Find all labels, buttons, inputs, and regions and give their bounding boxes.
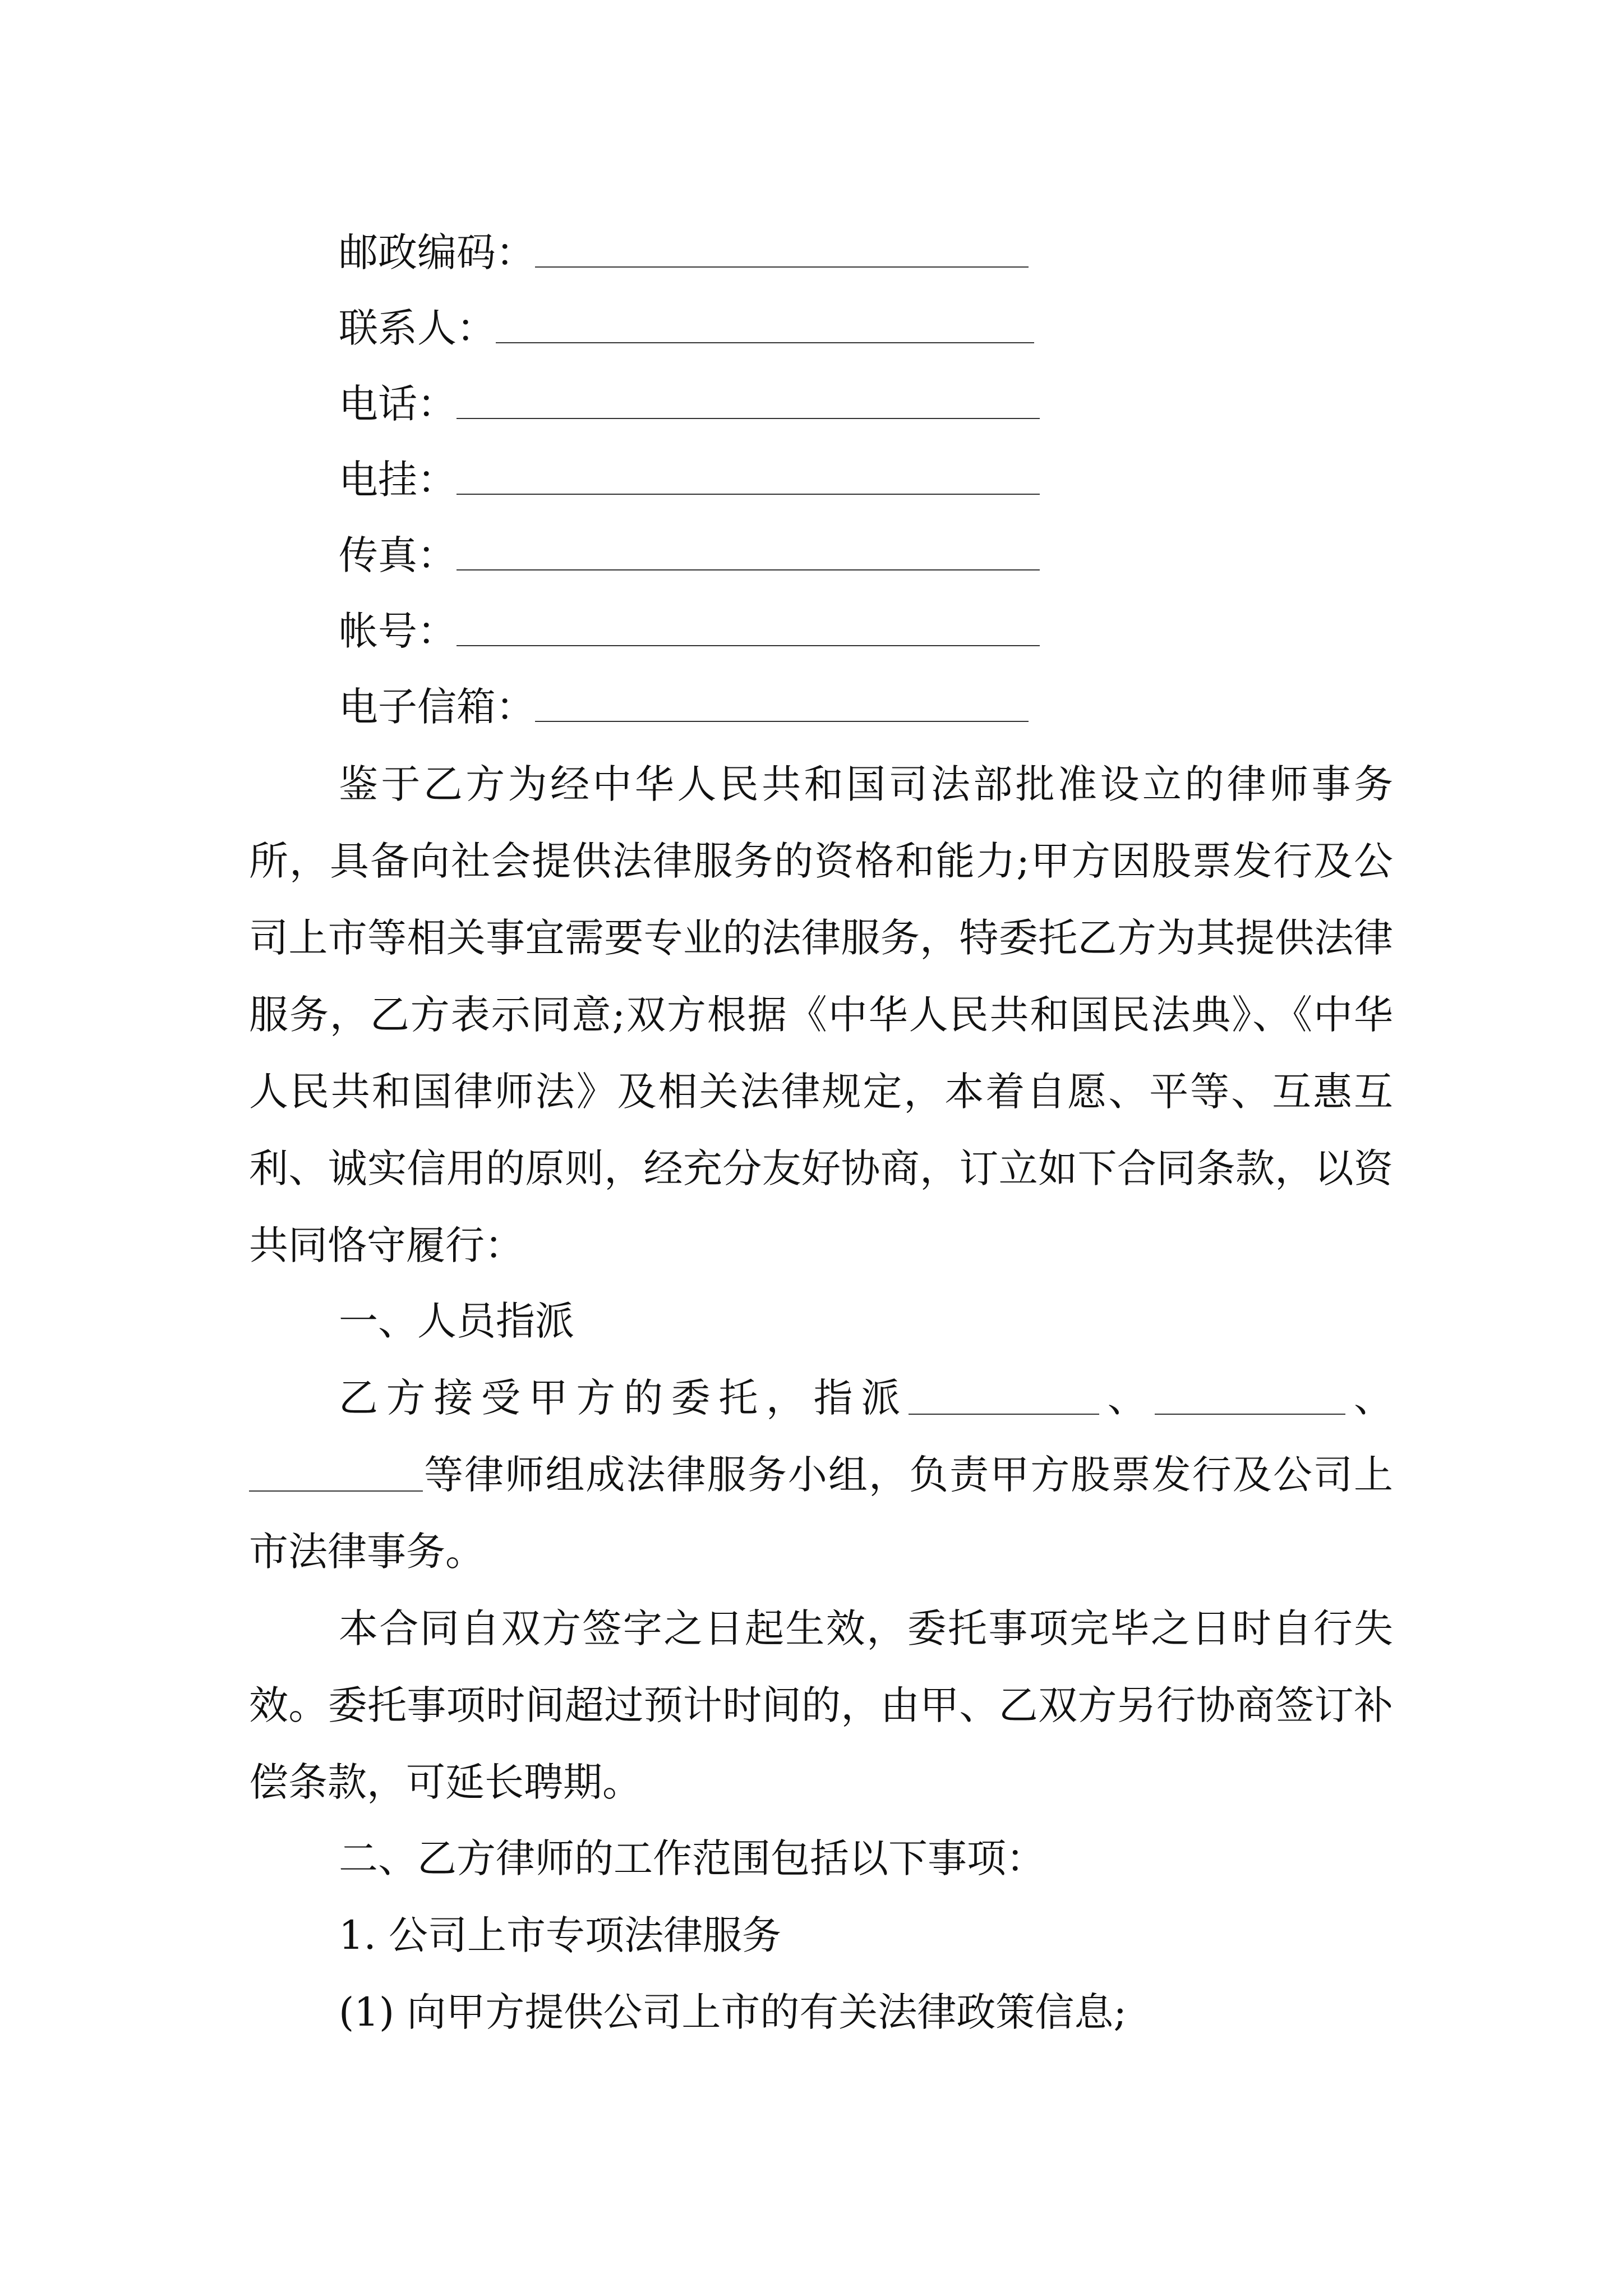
field-fax [339, 513, 1040, 578]
intro-paragraph: 鉴于乙方为经中华人民共和国司法部批准设立的律师事务所，具备向社会提供法律服务的资格和能力;甲方因股票发行及公司上市等相关事宜需要专业的法律服务，特委托乙方为其提供法律服务，乙方表示同意;双方根据《中华人民共和国民法典》、《中华人民共和国律师法》及相关法律规定，本着自愿、平等、互惠互利、诚实信用的原则，经充分友好协商，订立如下合同条款，以资共同恪守履行： [249, 761, 1393, 1268]
assignment-text-end: 等律师组成法律服务小组，负责甲方股票发行及公司上市法律事务。 [249, 1452, 1393, 1575]
field-blank-line[interactable] [457, 384, 1040, 419]
effective-clause-paragraph: 本合同自双方签字之日起生效，委托事项完毕之日时自行失效。委托事项时间超过预计时间的，由甲、乙双方另行协商签订补偿条款，可延长聘期。 [249, 1605, 1393, 1805]
item-1-1-text: (1) 向甲方提供公司上市的有关法律政策信息; [339, 1989, 1127, 2035]
field-email [339, 665, 1029, 730]
field-label: 传真： [339, 532, 457, 578]
field-label: 邮政编码： [339, 229, 535, 275]
lawyer-name-blank-3[interactable] [249, 1458, 423, 1492]
lawyer-name-blank-1[interactable] [909, 1381, 1099, 1415]
field-label: 电挂： [339, 457, 457, 503]
field-blank-line[interactable] [535, 687, 1029, 722]
field-label: 电子信箱： [339, 684, 535, 730]
lawyer-name-blank-2[interactable] [1155, 1381, 1345, 1415]
field-account [339, 589, 1040, 654]
assignment-separator: 、 [1099, 1375, 1155, 1421]
section-2-title: 二、乙方律师的工作范围包括以下事项： [339, 1835, 1045, 1881]
assignment-text-start: 乙方接受甲方的委托，指派 [339, 1375, 909, 1421]
field-phone [339, 362, 1040, 427]
field-label: 联系人： [339, 305, 496, 351]
section-1-title: 一、人员指派 [339, 1298, 574, 1344]
field-blank-line[interactable] [496, 309, 1034, 343]
field-blank-line[interactable] [535, 233, 1029, 268]
item-1-title: 1. 公司上市专项法律服务 [339, 1912, 782, 1958]
field-blank-line[interactable] [457, 611, 1040, 646]
field-label: 电话： [339, 381, 457, 427]
field-contact-person [339, 286, 1034, 351]
field-postal-code [339, 210, 1029, 275]
field-blank-line[interactable] [457, 460, 1040, 495]
assignment-paragraph [249, 1360, 1393, 1590]
field-label: 帐号： [339, 608, 457, 654]
field-blank-line[interactable] [457, 536, 1040, 570]
assignment-separator: 、 [1345, 1375, 1394, 1421]
field-telegraph [339, 438, 1040, 503]
